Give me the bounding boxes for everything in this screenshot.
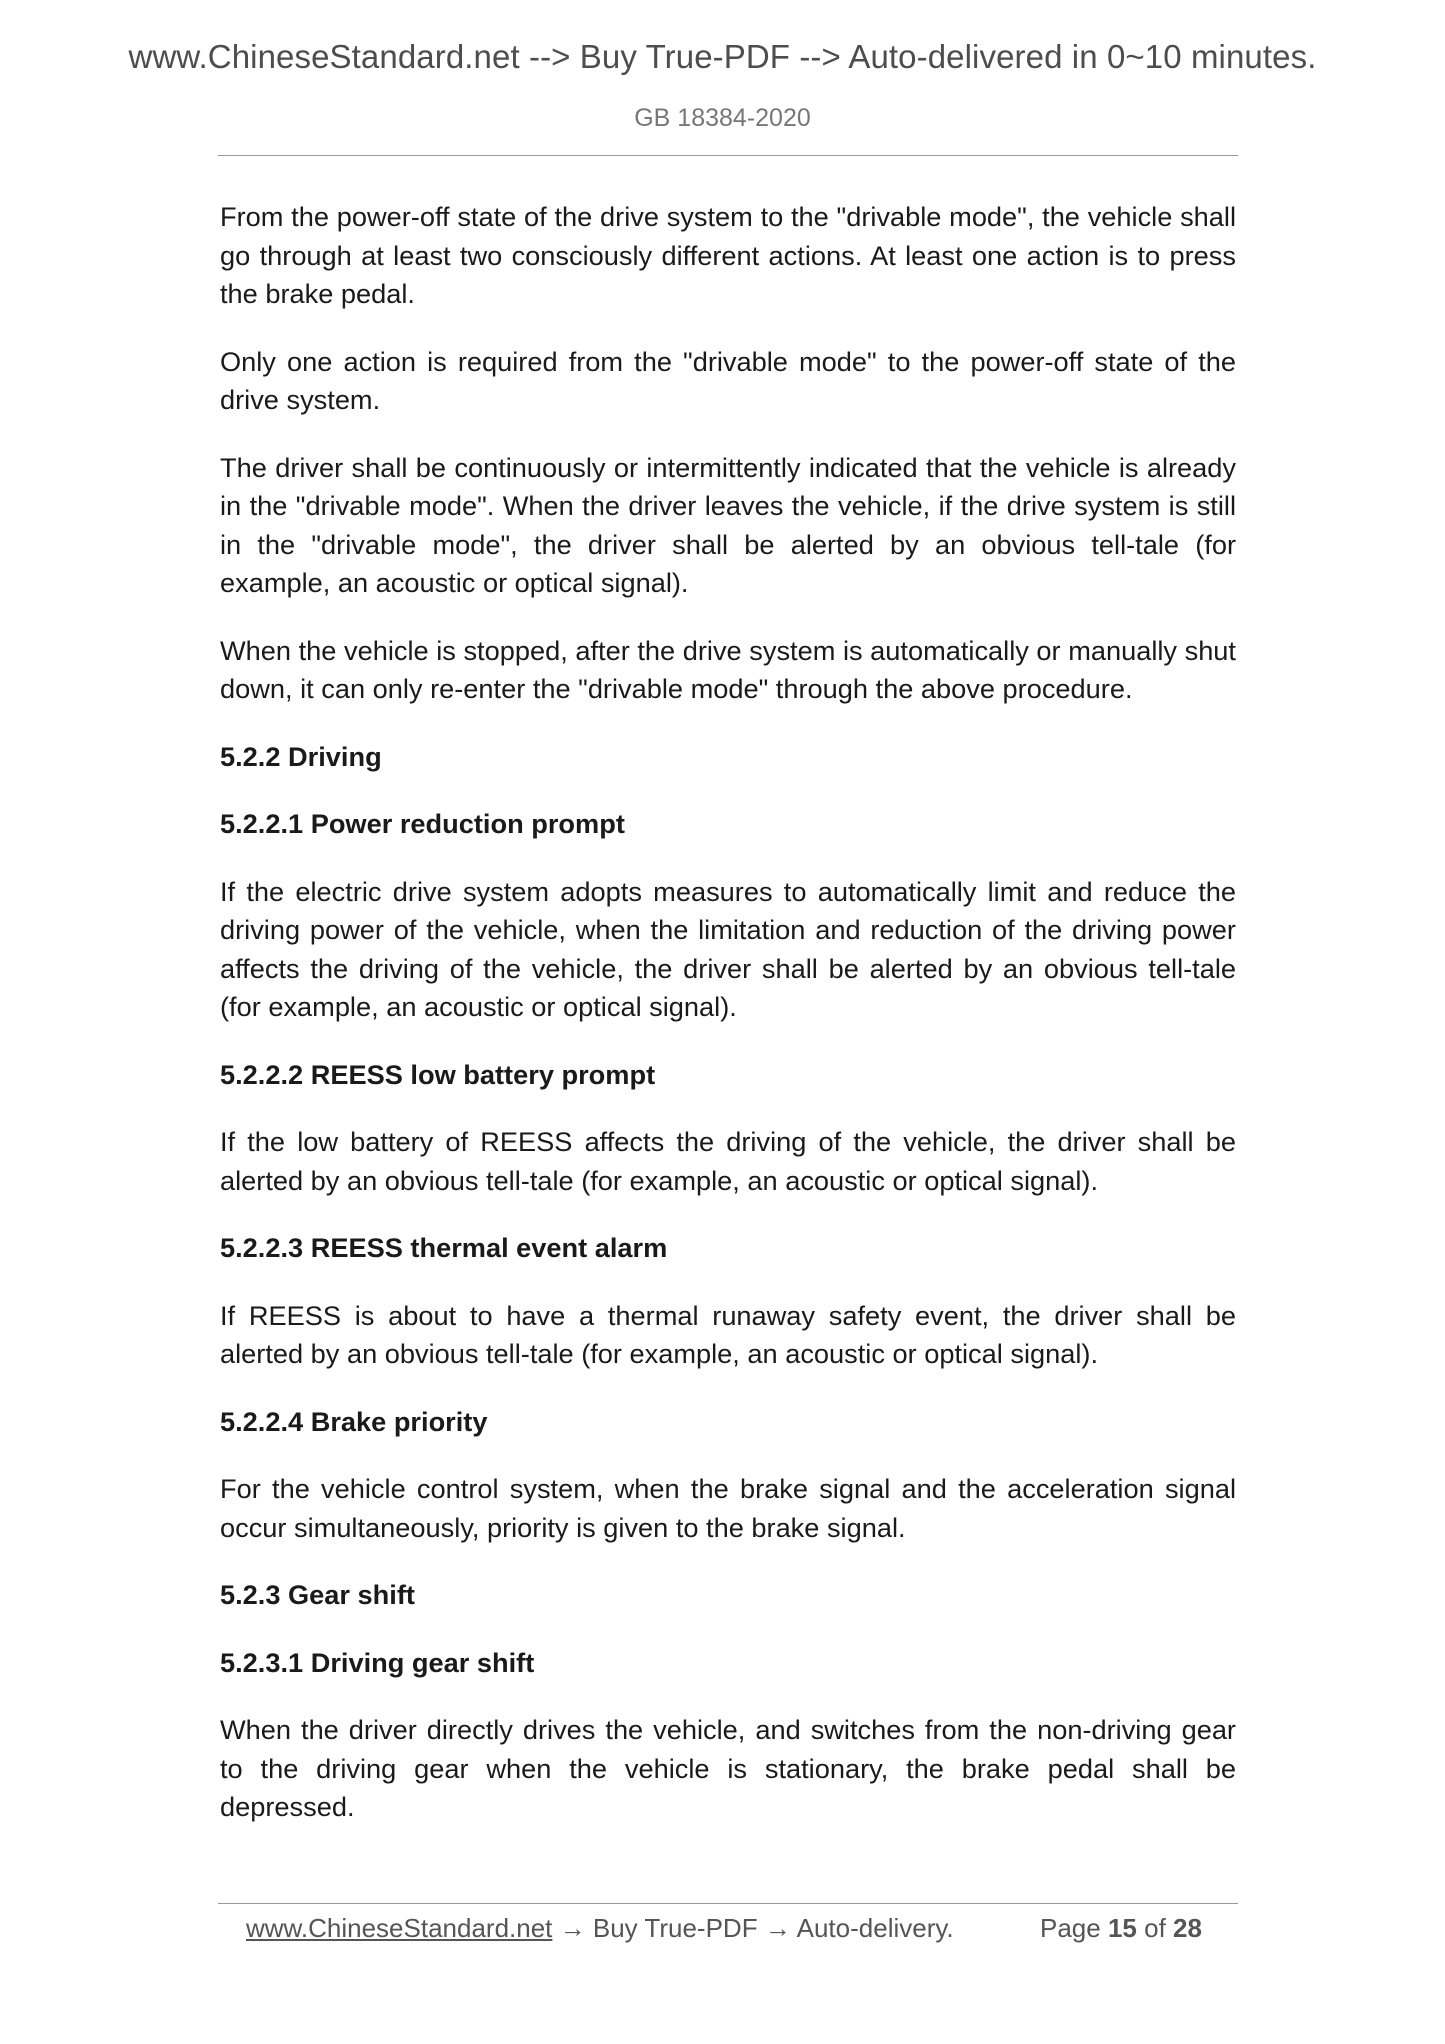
page-of-label: of	[1144, 1913, 1166, 1943]
section-heading-5-2-3-1: 5.2.3.1 Driving gear shift	[220, 1646, 535, 1678]
paragraph-brake-priority: For the vehicle control system, when the brake signal and the acceleration signal occur simultaneously, priority is given to the brake signal.	[220, 1473, 1236, 1543]
section-heading-5-2-2: 5.2.2 Driving	[220, 740, 382, 772]
footer-delivery-text: Auto-delivery.	[796, 1913, 954, 1943]
page-footer	[0, 1906, 1445, 1950]
standard-number: GB 18384-2020	[634, 104, 811, 132]
paragraph-drivable-to-power-off: Only one action is required from the "drivable mode" to the power-off state of the drive system.	[220, 345, 1236, 415]
section-heading-5-2-2-2: 5.2.2.2 REESS low battery prompt	[220, 1058, 656, 1090]
section-heading-5-2-2-1: 5.2.2.1 Power reduction prompt	[220, 808, 625, 839]
footer-buy-text: Buy True-PDF	[592, 1913, 758, 1943]
section-heading-5-2-2-3: 5.2.2.3 REESS thermal event alarm	[220, 1232, 668, 1263]
page-label: Page	[1040, 1913, 1101, 1943]
paragraph-thermal-event: If REESS is about to have a thermal runaway safety event, the driver shall be alerted by an obvious tell-tale (for example, an acoustic or optical signal).	[220, 1299, 1236, 1369]
arrow-right-icon: →	[764, 1913, 791, 1943]
paragraph-low-battery: If the low battery of REESS affects the driving of the vehicle, the driver shall be alerted by an obvious tell-tale (for example, an acoustic or optical signal).	[220, 1126, 1236, 1196]
paragraph-drivable-indication: The driver shall be continuously or intermittently indicated that the vehicle is already in the "drivable mode". When the driver leaves the vehicle, if the drive system is still in the "drivable mode", the driver shall be alerted by an obvious tell-tale (for example, an acoustic or optical signal).	[220, 451, 1236, 598]
footer-promo	[246, 1906, 954, 1950]
page-current: 15	[1107, 1913, 1137, 1943]
arrow-right-icon: →	[559, 1913, 586, 1943]
paragraph-power-reduction: If the electric drive system adopts measures to automatically limit and reduce the driving power of the vehicle, when the limitation and reduction of the driving power affects the driving of the vehicle, the driver shall be alerted by an obvious tell-tale (for example, an acoustic or optical signal).	[220, 875, 1236, 1022]
footer-site-link[interactable]: www.ChineseStandard.net	[246, 1913, 553, 1943]
footer-divider	[218, 1903, 1238, 1904]
section-heading-5-2-3: 5.2.3 Gear shift	[220, 1579, 415, 1610]
paragraph-power-off-to-drivable: From the power-off state of the drive system to the "drivable mode", the vehicle shall go through at least two consciously different actions. At least one action is to press the brake pedal.	[220, 201, 1236, 309]
page-indicator	[1040, 1906, 1202, 1950]
document-body	[220, 198, 1236, 1856]
page-total: 28	[1173, 1913, 1202, 1943]
paragraph-re-enter-procedure: When the vehicle is stopped, after the drive system is automatically or manually shut down, it can only re-enter the "drivable mode" through the above procedure.	[220, 634, 1236, 704]
paragraph-driving-gear-shift: When the driver directly drives the vehicle, and switches from the non-driving gear to the driving gear when the vehicle is stationary, the brake pedal shall be depressed.	[220, 1714, 1236, 1822]
site-banner: www.ChineseStandard.net --> Buy True-PDF --> Auto-delivered in 0~10 minutes.	[128, 38, 1317, 75]
section-heading-5-2-2-4: 5.2.2.4 Brake priority	[220, 1405, 488, 1437]
header-divider	[218, 155, 1238, 156]
